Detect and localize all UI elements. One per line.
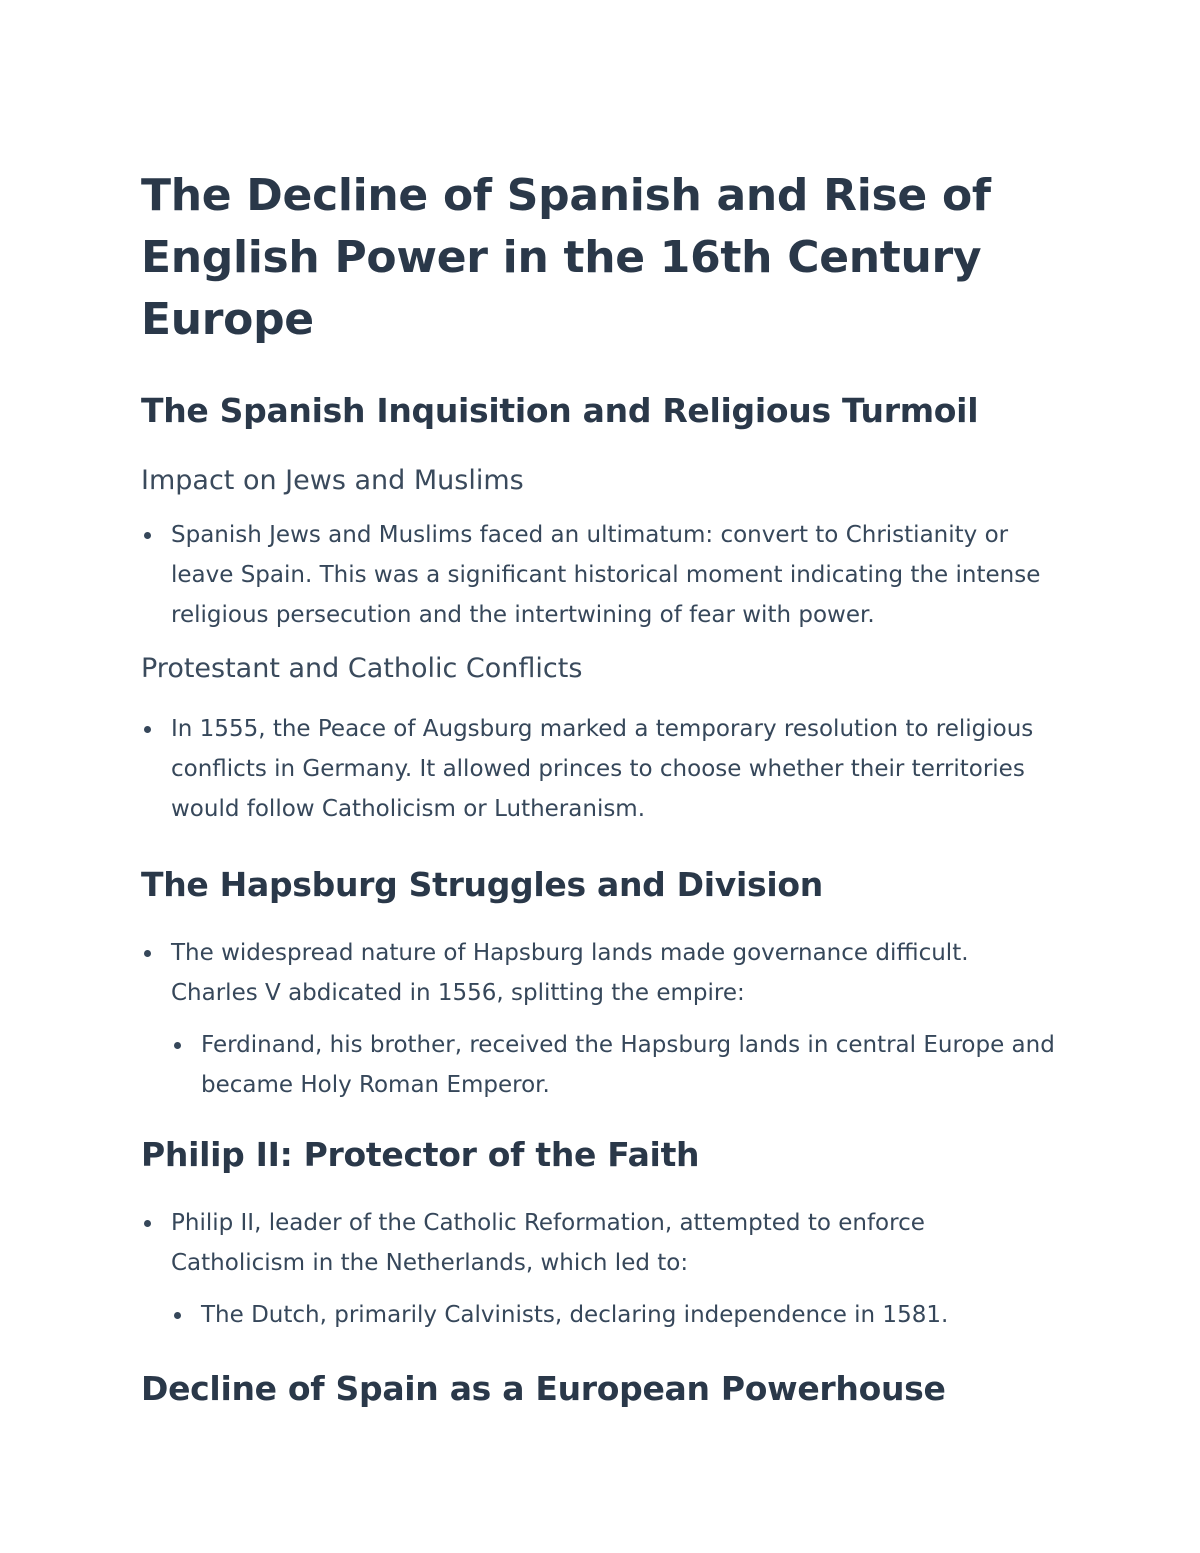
subheading-conflicts: Protestant and Catholic Conflicts (141, 653, 583, 684)
list-item: The widespread nature of Hapsburg lands made governance difficult. Charles V abdicated in 1556, splitting the empire: (141, 933, 1061, 1013)
sub-bullet-list-philip (171, 1295, 1061, 1335)
document-title: The Decline of Spanish and Rise of English Power in the 16th Century Europe (141, 170, 991, 345)
list-item: Philip II, leader of the Catholic Reformation, attempted to enforce Catholicism in the Netherlands, which led to: (141, 1203, 1061, 1283)
list-item: Spanish Jews and Muslims faced an ultimatum: convert to Christianity or leave Spain. This was a significant historical moment indicating the intense religious persecution and the intertwining of fear with power. (141, 515, 1061, 635)
section-heading-philip: Philip II: Protector of the Faith (141, 1135, 700, 1174)
bullet-list-jews (141, 515, 1061, 635)
bullet-list-hapsburg (141, 933, 1061, 1013)
list-item: In 1555, the Peace of Augsburg marked a temporary resolution to religious conflicts in Germany. It allowed princes to choose whether their territories would follow Catholicism or Lutheranism. (141, 709, 1061, 829)
sub-bullet-list-hapsburg (171, 1025, 1061, 1105)
subheading-jews-muslims: Impact on Jews and Muslims (141, 465, 524, 496)
bullet-list-philip (141, 1203, 1061, 1283)
bullet-list-conflicts (141, 709, 1061, 829)
list-item: Ferdinand, his brother, received the Hapsburg lands in central Europe and became Holy Roman Emperor. (171, 1025, 1061, 1105)
section-heading-hapsburg: The Hapsburg Struggles and Division (141, 865, 823, 904)
list-item: The Dutch, primarily Calvinists, declaring independence in 1581. (171, 1295, 1061, 1335)
document-page (141, 165, 1061, 1411)
section-heading-decline: Decline of Spain as a European Powerhouse (141, 1369, 946, 1408)
section-heading-inquisition: The Spanish Inquisition and Religious Turmoil (141, 391, 979, 430)
